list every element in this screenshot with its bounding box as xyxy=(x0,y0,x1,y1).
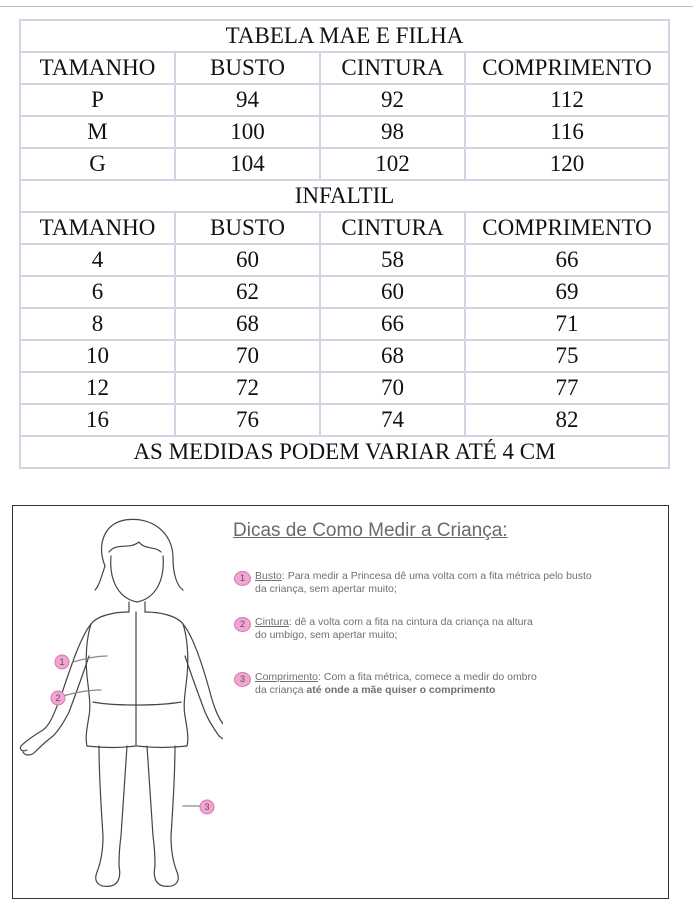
column-header: COMPRIMENTO xyxy=(465,212,669,244)
size-table xyxy=(19,19,670,469)
infantil-header-row xyxy=(20,212,669,244)
table-row xyxy=(20,148,669,180)
table-cell: 112 xyxy=(465,84,669,116)
table-cell: M xyxy=(20,116,175,148)
table-cell: 70 xyxy=(175,340,320,372)
tip-text: da criança xyxy=(255,684,307,696)
tip-number-badge: 2 xyxy=(234,617,251,632)
tip-text-bold: até onde a mãe quiser o comprimento xyxy=(306,684,496,696)
column-header: COMPRIMENTO xyxy=(465,52,669,84)
tip-cintura xyxy=(234,616,664,644)
table-cell: 66 xyxy=(320,308,465,340)
table-cell: 120 xyxy=(465,148,669,180)
column-header: BUSTO xyxy=(175,212,320,244)
table-row xyxy=(20,244,669,276)
child-figure-illustration xyxy=(13,506,223,898)
tip-number-badge: 1 xyxy=(234,571,251,586)
marker-1-label: 1 xyxy=(59,657,65,667)
table-cell: 6 xyxy=(20,276,175,308)
table-cell: P xyxy=(20,84,175,116)
table-cell: 72 xyxy=(175,372,320,404)
mae-filha-header-row xyxy=(20,52,669,84)
tip-busto xyxy=(234,570,664,598)
table-cell: 66 xyxy=(465,244,669,276)
table-cell: 76 xyxy=(175,404,320,436)
table-cell: 94 xyxy=(175,84,320,116)
table-cell: 75 xyxy=(465,340,669,372)
tip-number-badge: 3 xyxy=(234,672,251,687)
table-row xyxy=(20,372,669,404)
table-row xyxy=(20,84,669,116)
table-cell: 16 xyxy=(20,404,175,436)
table-cell: 68 xyxy=(320,340,465,372)
tip-term: Comprimento xyxy=(255,671,319,683)
table-cell: 62 xyxy=(175,276,320,308)
table-cell: 116 xyxy=(465,116,669,148)
mae-filha-title: TABELA MAE E FILHA xyxy=(20,20,669,52)
table-row xyxy=(20,276,669,308)
table-cell: 8 xyxy=(20,308,175,340)
table-cell: 60 xyxy=(175,244,320,276)
measuring-guide xyxy=(12,505,669,899)
variation-note: AS MEDIDAS PODEM VARIAR ATÉ 4 CM xyxy=(20,436,669,468)
table-cell: 68 xyxy=(175,308,320,340)
table-cell: 70 xyxy=(320,372,465,404)
table-cell: 102 xyxy=(320,148,465,180)
tip-text: da criança, sem apertar muito; xyxy=(255,583,397,595)
table-cell: 77 xyxy=(465,372,669,404)
table-cell: 12 xyxy=(20,372,175,404)
column-header: BUSTO xyxy=(175,52,320,84)
table-cell: 10 xyxy=(20,340,175,372)
table-cell: 98 xyxy=(320,116,465,148)
table-row xyxy=(20,340,669,372)
marker-2-label: 2 xyxy=(55,693,61,703)
tip-text: : dê a volta com a fita na cintura da criança na altura xyxy=(288,616,533,628)
table-cell: 60 xyxy=(320,276,465,308)
column-header: TAMANHO xyxy=(20,212,175,244)
tip-text: : Para medir a Princesa dê uma volta com a fita métrica pelo busto xyxy=(281,570,592,582)
table-cell: G xyxy=(20,148,175,180)
table-cell: 69 xyxy=(465,276,669,308)
infantil-title: INFALTIL xyxy=(20,180,669,212)
table-cell: 74 xyxy=(320,404,465,436)
tip-term: Busto xyxy=(255,570,282,582)
table-cell: 100 xyxy=(175,116,320,148)
column-header: CINTURA xyxy=(320,212,465,244)
table-cell: 104 xyxy=(175,148,320,180)
top-divider xyxy=(0,6,693,7)
table-row xyxy=(20,404,669,436)
table-row xyxy=(20,308,669,340)
tip-text: do umbigo, sem apertar muito; xyxy=(255,629,398,641)
table-cell: 58 xyxy=(320,244,465,276)
tip-term: Cintura xyxy=(255,616,289,628)
marker-3-label: 3 xyxy=(204,802,210,812)
table-cell: 92 xyxy=(320,84,465,116)
table-row xyxy=(20,116,669,148)
column-header: TAMANHO xyxy=(20,52,175,84)
tip-comprimento xyxy=(234,671,664,699)
tip-text: : Com a fita métrica, comece a medir do ombro xyxy=(318,671,537,683)
table-cell: 71 xyxy=(465,308,669,340)
column-header: CINTURA xyxy=(320,52,465,84)
table-cell: 4 xyxy=(20,244,175,276)
tips-title: Dicas de Como Medir a Criança: xyxy=(233,520,508,541)
table-cell: 82 xyxy=(465,404,669,436)
